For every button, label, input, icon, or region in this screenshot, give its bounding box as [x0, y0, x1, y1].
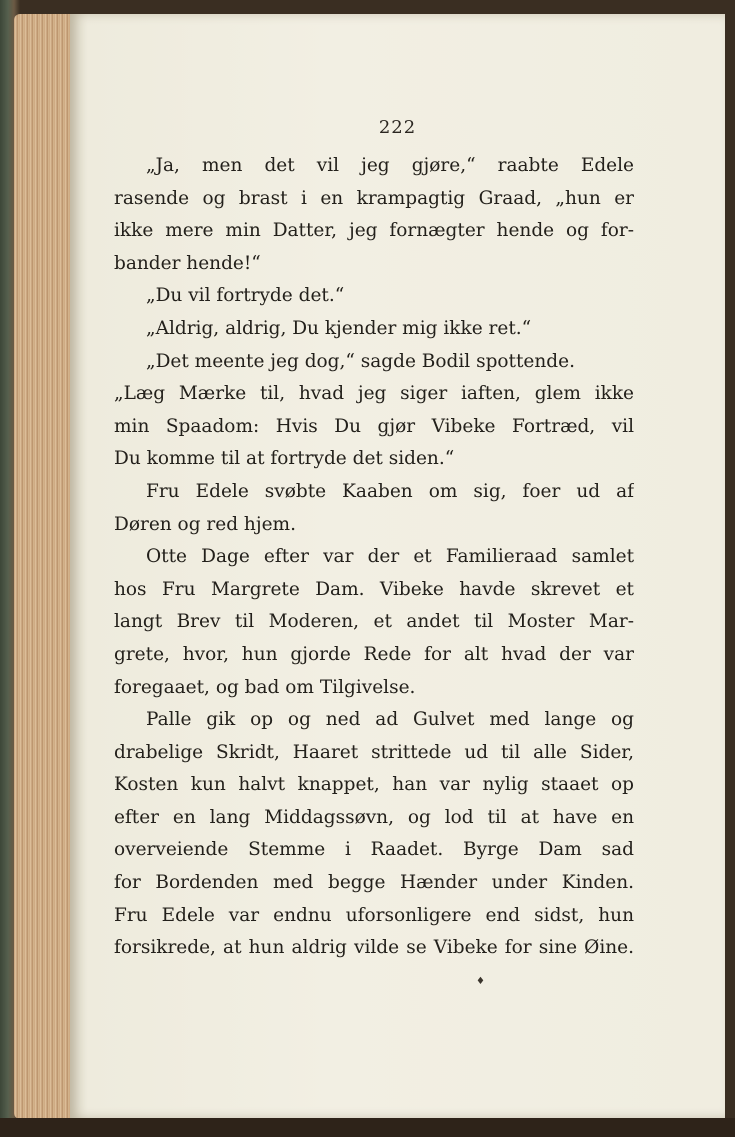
text-line: hos Fru Margrete Dam. Vibeke havde skrevet et: [114, 578, 634, 600]
text-line: Fru Edele svøbte Kaaben om sig, foer ud af: [146, 480, 634, 502]
text-line: „Læg Mærke til, hvad jeg siger iaften, glem ikke: [114, 383, 634, 405]
text-line: grete, hvor, hun gjorde Rede for alt hvad der var: [114, 643, 634, 665]
text-line: bander hende!“: [114, 252, 261, 274]
text-line: ikke mere min Datter, jeg fornægter hende og for-: [114, 220, 634, 242]
text-line: „Du vil fortryde det.“: [146, 285, 345, 307]
text-line: langt Brev til Moderen, et andet til Moster Mar-: [114, 611, 634, 633]
text-line: drabelige Skridt, Haaret strittede ud til alle Sider,: [114, 741, 634, 763]
page-text: [114, 150, 634, 965]
text-line: „Ja, men det vil jeg gjøre,“ raabte Edele: [146, 155, 634, 176]
page-number: 222: [378, 117, 417, 138]
text-line: min Spaadom: Hvis Du gjør Vibeke Fortræd, vil: [114, 415, 634, 437]
text-line: forsikrede, at hun aldrig vilde se Vibeke for sine Øine.: [114, 937, 634, 959]
text-line: Palle gik op og ned ad Gulvet med lange og: [146, 709, 634, 731]
text-line: Du komme til at fortryde det siden.“: [114, 448, 455, 470]
text-line: „Det meente jeg dog,“ sagde Bodil spottende.: [146, 350, 575, 372]
text-line: for Bordenden med begge Hænder under Kinden.: [114, 872, 634, 894]
text-line: efter en lang Middagssøvn, og lod til at have en: [114, 806, 634, 828]
text-line: foregaaet, og bad om Tilgivelse.: [114, 676, 416, 698]
book-bottom-edge: [0, 1118, 735, 1137]
printer-mark: ♦: [476, 976, 485, 987]
text-line: Døren og red hjem.: [114, 513, 296, 535]
text-line: overveiende Stemme i Raadet. Byrge Dam sad: [114, 839, 634, 861]
text-line: „Aldrig, aldrig, Du kjender mig ikke ret.“: [146, 317, 532, 339]
text-line: Kosten kun halvt knappet, han var nylig staaet op: [114, 774, 634, 796]
text-line: rasende og brast i en krampagtig Graad, „hun er: [114, 187, 634, 209]
text-line: Fru Edele var endnu uforsonligere end sidst, hun: [114, 904, 634, 926]
text-line: Otte Dage efter var der et Familieraad samlet: [146, 546, 634, 568]
